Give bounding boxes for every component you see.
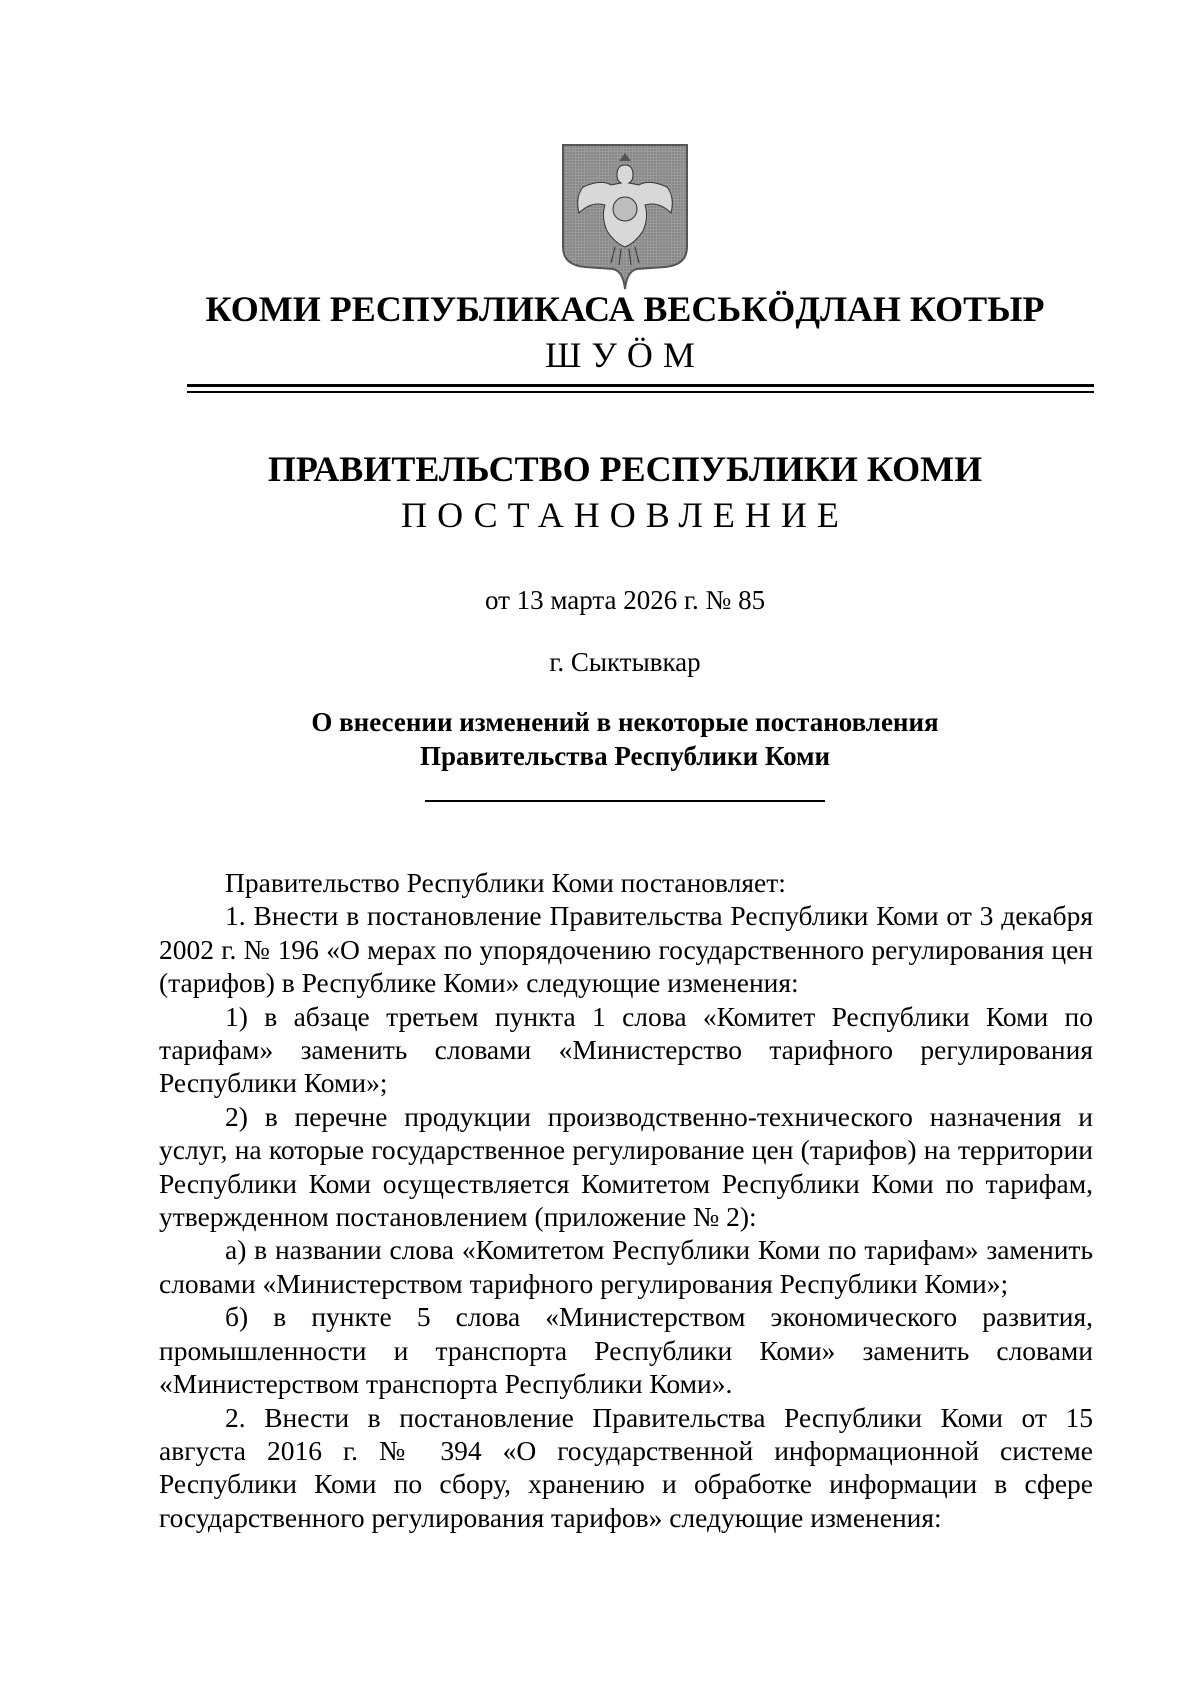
subject-line-2: Правительства Республики Коми bbox=[419, 741, 831, 771]
body-paragraph: 2) в перечне продукции производственно-технического назначения и услуг, на которые государственное регулирование цен (тарифов) на территории Республики Коми осуществляется Комитетом Республики Коми по тарифам, утвержденном постановлением (приложение № 2): bbox=[159, 1100, 1093, 1233]
body-paragraph: а) в названии слова «Комитетом Республики Коми по тарифам» заменить словами «Министерством тарифного регулирования Республики Коми»; bbox=[159, 1234, 1093, 1299]
document-body bbox=[159, 866, 1093, 1534]
ru-doc-type: ПОСТАНОВЛЕНИЕ bbox=[401, 495, 849, 535]
body-paragraph: 1) в абзаце третьем пункта 1 слова «Комитет Республики Коми по тарифам» заменить словами «Министерство тарифного регулирования Республики Коми»; bbox=[159, 1000, 1093, 1099]
komi-org-name: КОМИ РЕСПУБЛИКАСА ВЕСЬКӦДЛАН КОТЫР bbox=[205, 289, 1045, 329]
body-paragraph: 1. Внести в постановление Правительства Республики Коми от 3 декабря 2002 г. № 196 «О мерах по упорядочению государственного регулирования цен (тарифов) в Республике Коми» следующие изменения: bbox=[159, 900, 1093, 999]
body-paragraph: Правительство Республики Коми постановляет: bbox=[225, 867, 786, 898]
header-rule-thin bbox=[187, 391, 1094, 393]
komi-coat-of-arms-icon bbox=[561, 143, 689, 291]
document-city: г. Сыктывкар bbox=[549, 647, 701, 677]
ru-org-name: ПРАВИТЕЛЬСТВО РЕСПУБЛИКИ КОМИ bbox=[267, 449, 983, 489]
document-date-number: от 13 марта 2026 г. № 85 bbox=[484, 585, 766, 615]
header-rule-thick bbox=[187, 384, 1094, 387]
subject-line-1: О внесении изменений в некоторые постановления bbox=[311, 707, 939, 737]
subject-underline bbox=[425, 800, 825, 802]
komi-doc-type: ШУӦМ bbox=[545, 335, 705, 375]
document-subject bbox=[200, 705, 1050, 773]
body-paragraph: 2. Внести в постановление Правительства Республики Коми от 15 августа 2016 г. № 394 «О государственной информационной системе Республики Коми по сбору, хранению и обработке информации в сфере государственного регулирования тарифов» следующие изменения: bbox=[159, 1401, 1093, 1533]
body-paragraph: б) в пункте 5 слова «Министерством экономического развития, промышленности и транспорта Республики Коми» заменить словами «Министерством транспорта Республики Коми». bbox=[159, 1301, 1093, 1400]
